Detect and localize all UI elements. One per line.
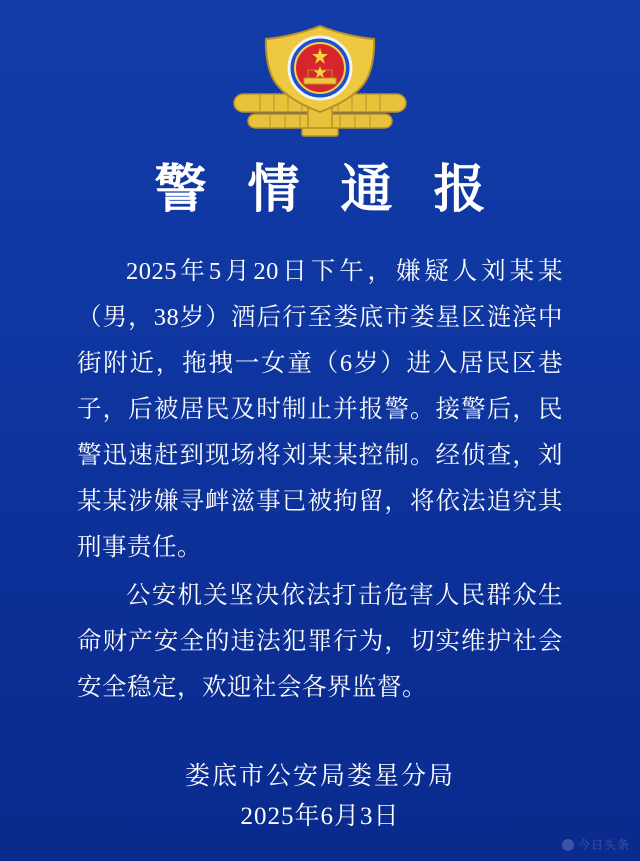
watermark [562, 836, 630, 853]
notice-paragraph-1: 2025年5月20日下午，嫌疑人刘某某（男，38岁）酒后行至娄底市娄星区涟滨中街附近，拖拽一女童（6岁）进入居民区巷子，后被居民及时制止并报警。接警后，民警迅速赶到现场将刘某某控制。经侦查，刘某某涉嫌寻衅滋事已被拘留，将依法追究其刑事责任。 [77, 258, 563, 562]
watermark-logo-icon [562, 839, 574, 851]
watermark-label: 今日头条 [577, 838, 630, 852]
issue-date: 2025年6月3日 [240, 803, 400, 830]
notice-paragraph-2: 公安机关坚决依法打击危害人民群众生命财产安全的违法犯罪行为，切实维护社会安全稳定，欢迎社会各界监督。 [77, 582, 563, 702]
issuing-organization: 娄底市公安局娄星分局 [184, 763, 455, 790]
china-police-badge-icon [230, 22, 410, 140]
notice-footer [0, 757, 640, 837]
page-title: 警 情 通 报 [154, 162, 500, 219]
notice-body [77, 249, 563, 713]
